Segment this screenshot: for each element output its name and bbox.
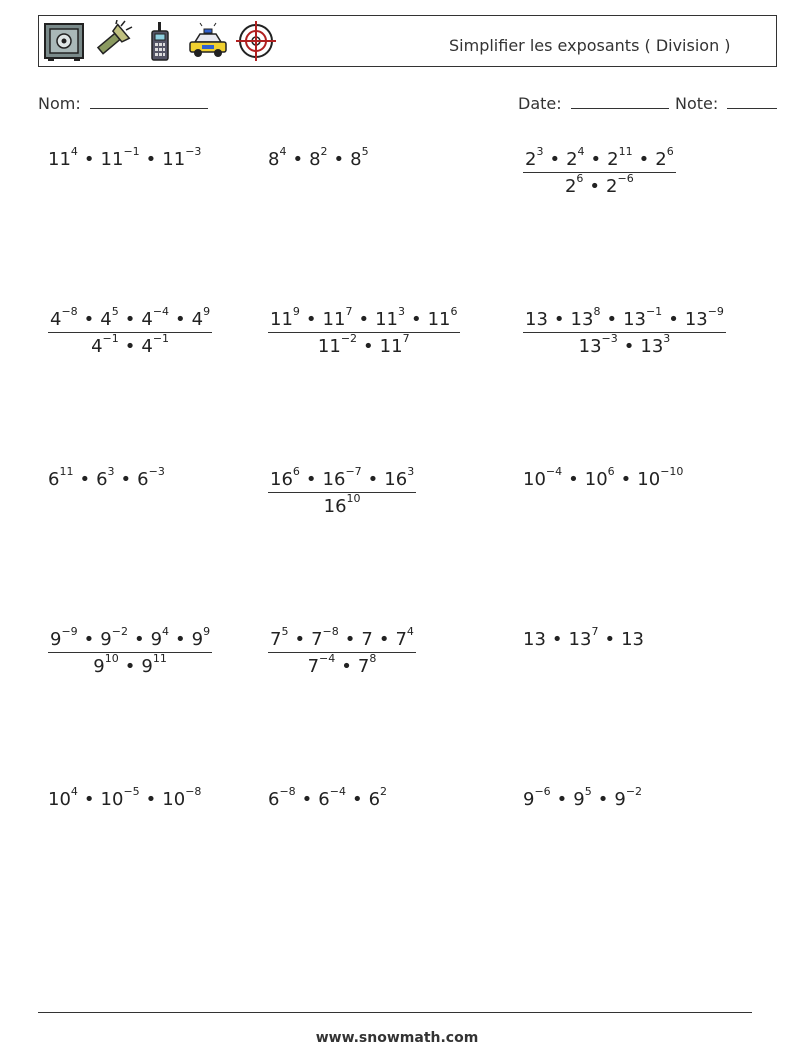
base: 16 <box>322 469 346 490</box>
crosshair-icon <box>235 20 277 62</box>
multiply-dot: • <box>292 149 304 170</box>
exponent: 4 <box>70 785 78 798</box>
base: 11 <box>100 149 124 170</box>
multiply-dot: • <box>549 149 561 170</box>
exponent: −5 <box>123 785 140 798</box>
base: 9 <box>141 656 153 677</box>
exponent: 2 <box>320 145 328 158</box>
note-field[interactable] <box>675 94 777 113</box>
fraction <box>268 305 460 357</box>
exponent: 8 <box>593 305 601 318</box>
exponent: −3 <box>601 332 618 345</box>
base: 13 <box>570 309 594 330</box>
base: 2 <box>564 176 577 197</box>
base: 10 <box>523 469 546 490</box>
base: 11 <box>48 149 71 170</box>
worksheet-header <box>38 15 777 67</box>
fraction <box>523 145 676 197</box>
base: 16 <box>270 469 293 490</box>
exponent: 6 <box>292 465 300 478</box>
exponent: 10 <box>346 492 361 505</box>
denominator <box>565 173 634 197</box>
base: 6 <box>137 469 149 490</box>
exponent: 4 <box>70 145 78 158</box>
exponent: 7 <box>591 625 599 638</box>
base: 4 <box>141 309 153 330</box>
exponent: −4 <box>319 652 336 665</box>
problem-5 <box>268 305 460 357</box>
base: 7 <box>361 629 373 650</box>
base: 9 <box>523 789 535 810</box>
base: 11 <box>270 309 293 330</box>
multiply-dot: • <box>589 176 601 197</box>
exponent: 11 <box>618 145 633 158</box>
problem-10 <box>48 625 212 677</box>
problem-6 <box>523 305 726 357</box>
problem-1 <box>48 145 202 170</box>
multiply-dot: • <box>294 629 306 650</box>
exponent: −8 <box>279 785 296 798</box>
multiply-dot: • <box>378 629 390 650</box>
base: 10 <box>584 469 608 490</box>
multiply-dot: • <box>145 149 157 170</box>
base: 11 <box>322 309 346 330</box>
base: 9 <box>100 629 112 650</box>
multiply-dot: • <box>623 336 635 357</box>
multiply-dot: • <box>83 629 95 650</box>
exponent: −1 <box>123 145 140 158</box>
exponent: −2 <box>111 625 128 638</box>
base: 9 <box>93 656 105 677</box>
exponent: 11 <box>59 465 74 478</box>
multiply-dot: • <box>124 336 136 357</box>
multiply-dot: • <box>79 469 91 490</box>
base: 8 <box>350 149 362 170</box>
base: 11 <box>317 336 341 357</box>
multiply-dot: • <box>124 656 136 677</box>
base: 13 <box>684 309 708 330</box>
exponent: −1 <box>102 332 119 345</box>
numerator <box>523 305 726 333</box>
exponent: −7 <box>345 465 362 478</box>
base: 10 <box>100 789 124 810</box>
header-icons <box>43 18 277 64</box>
exponent: 6 <box>666 145 674 158</box>
base: 6 <box>268 789 280 810</box>
multiply-dot: • <box>351 789 363 810</box>
multiply-dot: • <box>175 309 186 330</box>
exponent: −9 <box>61 625 78 638</box>
denominator <box>579 333 671 357</box>
base: 2 <box>655 149 667 170</box>
base: 6 <box>48 469 60 490</box>
denominator <box>318 333 410 357</box>
exponent: −1 <box>152 332 170 345</box>
exponent: 5 <box>361 145 369 158</box>
numerator <box>268 625 416 653</box>
note-line <box>727 94 777 109</box>
multiply-dot: • <box>556 789 568 810</box>
exponent: 10 <box>104 652 119 665</box>
exponent: −6 <box>617 172 634 185</box>
worksheet-title: Simplifier les exposants ( Division ) <box>449 36 731 55</box>
problem-2 <box>268 145 369 170</box>
exponent: −4 <box>329 785 346 798</box>
exponent: 6 <box>576 172 584 185</box>
multiply-dot: • <box>301 789 313 810</box>
exponent: −8 <box>61 305 78 318</box>
exponent: 4 <box>279 145 287 158</box>
multiply-dot: • <box>638 149 650 170</box>
multiply-dot: • <box>597 789 609 810</box>
base: 13 <box>525 309 548 330</box>
fraction <box>48 305 212 357</box>
base: 6 <box>368 789 381 810</box>
base: 11 <box>375 309 398 330</box>
denominator <box>324 493 361 517</box>
exponent: 3 <box>536 145 544 158</box>
base: 16 <box>384 469 408 490</box>
base: 11 <box>379 336 403 357</box>
exponent: 3 <box>397 305 405 318</box>
problem-9 <box>523 465 684 490</box>
exponent: −4 <box>152 305 170 318</box>
base: 2 <box>525 149 537 170</box>
base: 7 <box>395 629 407 650</box>
exponent: −6 <box>534 785 551 798</box>
multiply-dot: • <box>83 789 95 810</box>
base: 4 <box>50 309 62 330</box>
base: 4 <box>141 336 153 357</box>
exponent: 5 <box>111 305 119 318</box>
multiply-dot: • <box>590 149 602 170</box>
fraction <box>268 465 416 517</box>
base: 10 <box>162 789 186 810</box>
exponent: −3 <box>148 465 165 478</box>
name-label: Nom: <box>38 94 81 113</box>
multiply-dot: • <box>305 309 317 330</box>
date-field[interactable] <box>518 94 669 113</box>
multiply-dot: • <box>175 629 186 650</box>
base: 6 <box>318 789 330 810</box>
base: 4 <box>191 309 204 330</box>
base: 2 <box>566 149 578 170</box>
base: 9 <box>150 629 163 650</box>
multiply-dot: • <box>363 336 374 357</box>
problem-4 <box>48 305 212 357</box>
police-car-icon <box>187 20 229 62</box>
exponent: −3 <box>185 145 202 158</box>
date-line <box>571 94 669 109</box>
multiply-dot: • <box>551 629 563 650</box>
problem-13 <box>48 785 202 810</box>
exponent: −8 <box>322 625 339 638</box>
multiply-dot: • <box>124 309 136 330</box>
multiply-dot: • <box>333 149 345 170</box>
base: 9 <box>573 789 585 810</box>
exponent: 4 <box>406 625 414 638</box>
exponent: 6 <box>450 305 458 318</box>
denominator <box>308 653 377 677</box>
multiply-dot: • <box>620 469 632 490</box>
flashlight-icon <box>91 20 133 62</box>
numerator <box>268 465 416 493</box>
exponent: 7 <box>402 332 410 345</box>
note-label: Note: <box>675 94 719 113</box>
exponent: 11 <box>152 652 167 665</box>
exponent: 2 <box>380 785 388 798</box>
base: 11 <box>162 149 186 170</box>
base: 13 <box>623 309 646 330</box>
footer-divider <box>38 1012 752 1013</box>
multiply-dot: • <box>145 789 157 810</box>
multiply-dot: • <box>341 656 352 677</box>
date-label: Date: <box>518 94 562 113</box>
name-line <box>90 94 208 109</box>
multiply-dot: • <box>604 629 616 650</box>
denominator <box>91 333 169 357</box>
base: 9 <box>50 629 62 650</box>
exponent: 8 <box>369 652 377 665</box>
name-field[interactable] <box>38 94 208 113</box>
fraction <box>268 625 416 677</box>
numerator <box>523 145 676 173</box>
numerator <box>48 625 212 653</box>
base: 10 <box>48 789 71 810</box>
exponent: 4 <box>162 625 170 638</box>
base: 2 <box>607 149 619 170</box>
exponent: −2 <box>340 332 358 345</box>
problem-14 <box>268 785 388 810</box>
exponent: −1 <box>645 305 663 318</box>
problem-3 <box>523 145 676 197</box>
walkie-talkie-icon <box>139 20 181 62</box>
base: 9 <box>191 629 204 650</box>
base: 9 <box>614 789 626 810</box>
multiply-dot: • <box>133 629 145 650</box>
multiply-dot: • <box>668 309 679 330</box>
problem-7 <box>48 465 165 490</box>
multiply-dot: • <box>305 469 317 490</box>
exponent: 3 <box>107 465 115 478</box>
base: 13 <box>621 629 644 650</box>
problem-11 <box>268 625 416 677</box>
exponent: 9 <box>292 305 300 318</box>
multiply-dot: • <box>120 469 132 490</box>
base: 2 <box>606 176 618 197</box>
exponent: −9 <box>707 305 724 318</box>
fraction <box>523 305 726 357</box>
multiply-dot: • <box>358 309 370 330</box>
base: 16 <box>323 496 347 517</box>
base: 13 <box>578 336 602 357</box>
base: 4 <box>100 309 112 330</box>
multiply-dot: • <box>568 469 579 490</box>
multiply-dot: • <box>606 309 618 330</box>
base: 11 <box>427 309 451 330</box>
multiply-dot: • <box>83 149 95 170</box>
numerator <box>268 305 460 333</box>
exponent: −10 <box>660 465 684 478</box>
problem-15 <box>523 785 643 810</box>
multiply-dot: • <box>83 309 95 330</box>
base: 7 <box>270 629 282 650</box>
multiply-dot: • <box>553 309 565 330</box>
base: 4 <box>91 336 103 357</box>
exponent: 3 <box>407 465 415 478</box>
base: 7 <box>311 629 323 650</box>
denominator <box>93 653 167 677</box>
numerator <box>48 305 212 333</box>
base: 8 <box>309 149 321 170</box>
safe-icon <box>43 20 85 62</box>
base: 13 <box>640 336 664 357</box>
base: 7 <box>357 656 370 677</box>
exponent: 9 <box>203 625 211 638</box>
multiply-dot: • <box>344 629 356 650</box>
exponent: −2 <box>625 785 643 798</box>
base: 8 <box>268 149 280 170</box>
exponent: −4 <box>545 465 563 478</box>
problem-12 <box>523 625 644 650</box>
problem-8 <box>268 465 416 517</box>
multiply-dot: • <box>367 469 379 490</box>
exponent: 9 <box>203 305 211 318</box>
exponent: −8 <box>185 785 202 798</box>
exponent: 5 <box>281 625 289 638</box>
base: 13 <box>568 629 592 650</box>
multiply-dot: • <box>410 309 422 330</box>
fraction <box>48 625 212 677</box>
exponent: 6 <box>607 465 615 478</box>
base: 10 <box>637 469 661 490</box>
base: 13 <box>523 629 546 650</box>
exponent: 5 <box>584 785 592 798</box>
exponent: 3 <box>663 332 671 345</box>
exponent: 4 <box>577 145 585 158</box>
footer-url: www.snowmath.com <box>315 1030 479 1046</box>
base: 6 <box>96 469 108 490</box>
exponent: 7 <box>345 305 353 318</box>
base: 7 <box>307 656 320 677</box>
